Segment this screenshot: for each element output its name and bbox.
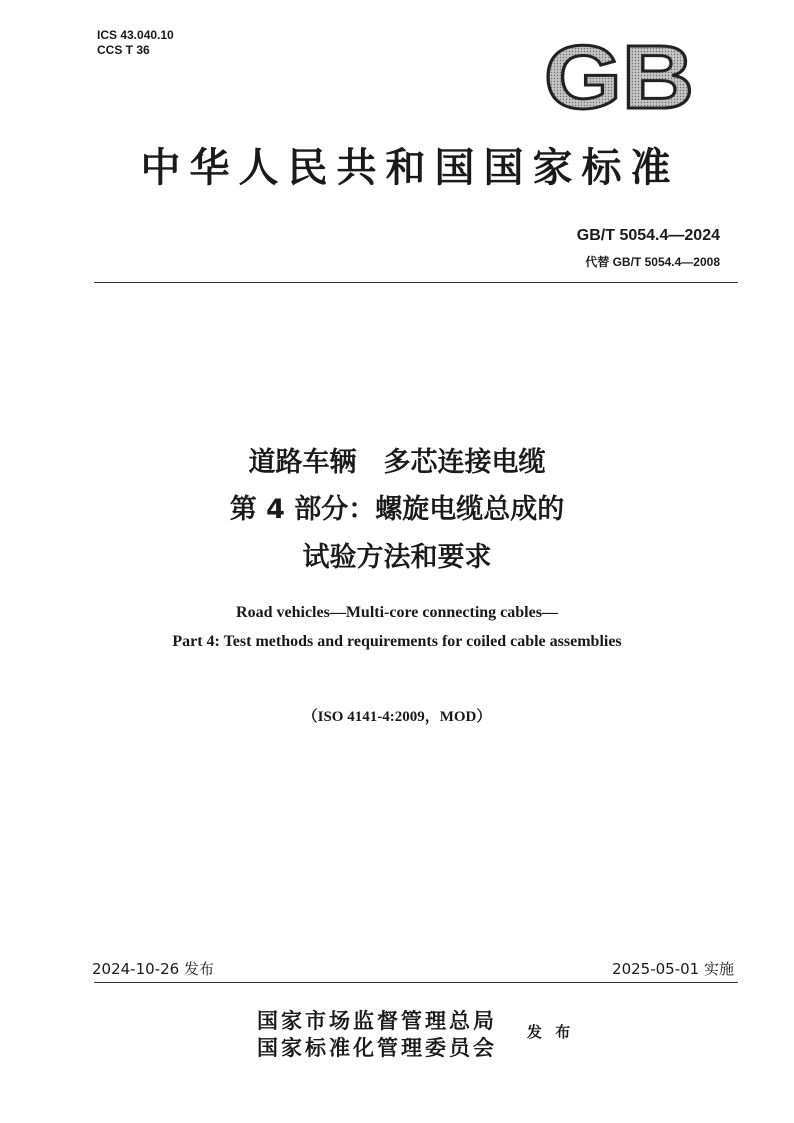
issuer-sac: 国家标准化管理委员会 bbox=[257, 1035, 497, 1060]
chinese-title-line-1: 道路车辆 多芯连接电缆 bbox=[248, 447, 546, 478]
replaces-standard: 代替 GB/T 5054.4—2008 bbox=[585, 255, 720, 269]
ics-code: ICS 43.040.10 bbox=[97, 28, 174, 42]
issuer-samr: 国家市场监督管理总局 bbox=[257, 1008, 497, 1033]
footer-divider bbox=[94, 982, 738, 983]
issue-date: 2024-10-26 发布 bbox=[92, 960, 214, 978]
gb-logo-graphic bbox=[541, 38, 697, 116]
gb-logo-letters: GB bbox=[544, 38, 694, 116]
national-standard-title: 中华人民共和国国家标准 bbox=[140, 144, 680, 191]
chinese-title-line-3: 试验方法和要求 bbox=[302, 542, 492, 573]
publish-label: 发 布 bbox=[527, 1023, 575, 1041]
ccs-code: CCS T 36 bbox=[97, 43, 150, 57]
classification-codes bbox=[97, 28, 174, 58]
implementation-date: 2025-05-01 实施 bbox=[612, 960, 734, 978]
gb-logo bbox=[541, 38, 697, 116]
iso-reference: （ISO 4141-4:2009，MOD） bbox=[302, 709, 492, 725]
standard-number: GB/T 5054.4—2024 bbox=[576, 227, 720, 244]
english-title-line-1: Road vehicles—Multi-core connecting cables— bbox=[236, 604, 558, 621]
header-divider bbox=[94, 282, 738, 283]
chinese-title-line-2: 第 4 部分：螺旋电缆总成的 bbox=[229, 494, 565, 525]
english-title-line-2: Part 4: Test methods and requirements for coiled cable assemblies bbox=[172, 633, 622, 650]
